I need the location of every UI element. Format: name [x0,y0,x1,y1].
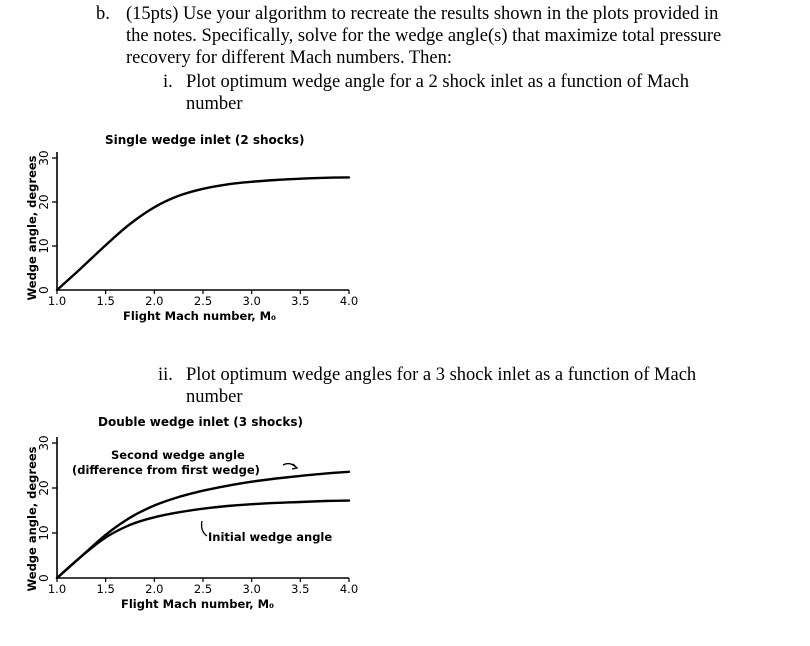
item-ii-text [186,364,788,408]
chart-title: Single wedge inlet (2 shocks) [105,133,305,147]
annotation-initial-wedge: Initial wedge angle [208,530,333,544]
y-tick-label: 30 [37,435,51,451]
series-line-1 [57,472,349,578]
x-tick-label: 1.5 [96,582,115,596]
x-tick-label: 3.5 [291,582,310,596]
part-b-label: b. [96,4,110,24]
series-line-1 [57,177,349,290]
x-tick-label: 2.5 [193,582,213,596]
item-i-line-1: Plot optimum wedge angle for a 2 shock inlet as a function of Mach [186,72,689,92]
y-tick-label: 20 [37,480,51,496]
y-axis-label: Wedge angle, degrees [25,446,39,592]
y-axis-label: Wedge angle, degrees [25,155,39,301]
x-tick-label: 4.0 [339,294,359,308]
y-tick-label: 30 [37,150,51,166]
x-tick-label: 3.0 [242,582,261,596]
x-tick-label: 2.5 [193,294,213,308]
chart-title: Double wedge inlet (3 shocks) [98,415,303,429]
x-axis-label: Flight Mach number, M₀ [123,309,277,323]
x-tick-label: 3.5 [291,294,310,308]
x-tick-label: 1.5 [96,294,115,308]
x-tick-label: 1.0 [47,582,67,596]
item-i-line-2: number [186,94,243,114]
item-i-label: i. [163,72,173,92]
y-tick-label: 10 [37,238,51,254]
item-i-text [186,71,788,115]
y-tick-label: 10 [37,525,51,541]
part-b-line-1: (15pts) Use your algorithm to recreate the results shown in the plots provided in [126,4,719,24]
annotation-second-wedge-note: (difference from first wedge) [72,463,260,477]
x-axis-label: Flight Mach number, M₀ [121,597,275,611]
item-ii-line-2: number [186,387,243,407]
x-tick-label: 2.0 [145,294,164,308]
x-tick-label: 1.0 [47,294,67,308]
arrow-initial-wedge [202,521,207,536]
x-tick-label: 2.0 [145,582,164,596]
x-tick-label: 4.0 [339,582,359,596]
y-tick-label: 0 [37,574,51,582]
figure-single-wedge [0,125,400,340]
part-b-line-3: recovery for different Mach numbers. Then: [126,48,453,68]
x-tick-label: 3.0 [242,294,261,308]
y-tick-label: 0 [37,286,51,294]
annotation-second-wedge: Second wedge angle [111,448,245,462]
chart-single-wedge [0,125,400,340]
item-ii-label: ii. [158,365,173,385]
figure-double-wedge [0,408,400,640]
chart-double-wedge [0,408,400,640]
part-b-text [126,3,788,69]
y-tick-label: 20 [37,194,51,210]
arrow-second-wedge [283,464,297,469]
part-b-line-2: the notes. Specifically, solve for the wedge angle(s) that maximize total pressure [126,26,722,46]
item-ii-line-1: Plot optimum wedge angles for a 3 shock inlet as a function of Mach [186,365,697,385]
